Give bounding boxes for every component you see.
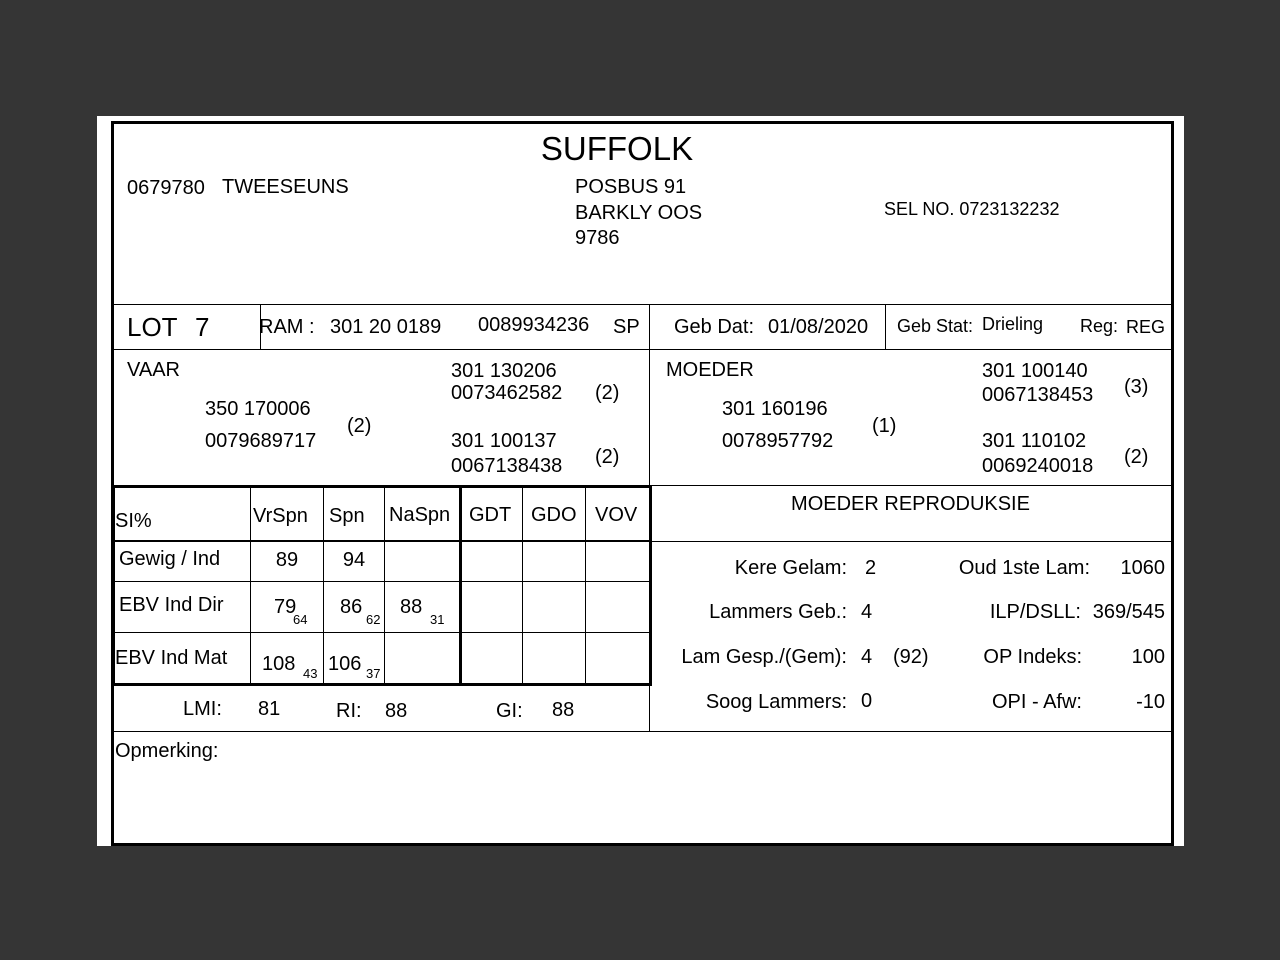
dam-sire-number: 301 100140: [982, 360, 1088, 382]
ram-label: RAM :: [259, 316, 315, 338]
column-header-gdt: GDT: [469, 504, 512, 526]
reg-value: REG: [1126, 317, 1166, 337]
age-first-lamb-label: Oud 1ste Lam:: [958, 557, 1090, 579]
lambs-weaned-label: Lam Gesp./(Gem):: [681, 646, 847, 668]
ram-number: 301 20 0189: [330, 316, 442, 338]
sire-label: VAAR: [127, 359, 180, 381]
column-header-gdo: GDO: [531, 504, 577, 526]
divider: [114, 349, 1172, 350]
dam-count: (1): [872, 415, 897, 437]
times-lambed-label: Kere Gelam:: [734, 557, 847, 579]
column-header-naspn: NaSpn: [389, 504, 451, 526]
birth-date-label: Geb Dat:: [674, 316, 755, 338]
sire-id: 0079689717: [205, 430, 317, 452]
sire-sire-id: 0073462582: [451, 382, 563, 404]
divider: [384, 485, 385, 684]
sire-sire-count: (2): [595, 382, 620, 404]
card-border: [111, 121, 1174, 846]
breed-title: SUFFOLK: [540, 130, 694, 167]
address-line-1: POSBUS 91: [575, 176, 687, 198]
opi-dev-value: -10: [1136, 691, 1165, 713]
sire-dam-count: (2): [595, 446, 620, 468]
cell-vrspn: 79: [274, 596, 297, 618]
column-header-vrspn: VrSpn: [253, 505, 308, 527]
lot-label: LOT: [127, 312, 178, 342]
lambs-born-label: Lammers Geb.:: [709, 601, 847, 623]
ri-label: RI:: [336, 700, 362, 722]
cell-spn-sub: 62: [366, 612, 381, 627]
op-index-label: OP Indeks:: [983, 646, 1082, 668]
birth-status-label: Geb Stat:: [897, 316, 974, 336]
row-label: EBV Ind Dir: [119, 594, 224, 616]
si-percent-header: SI%: [115, 510, 152, 532]
lambs-weaned-avg: (92): [893, 646, 929, 668]
reg-label: Reg:: [1080, 316, 1119, 336]
divider: [585, 485, 586, 684]
lot-number: 7: [195, 312, 210, 342]
lambs-weaned-value: 4: [861, 646, 873, 668]
dam-dam-id: 0069240018: [982, 455, 1094, 477]
lmi-label: LMI:: [183, 698, 222, 720]
lmi-value: 81: [258, 698, 281, 720]
row-label: EBV Ind Mat: [115, 647, 228, 669]
owner-name: TWEESEUNS: [222, 176, 349, 198]
cell-vrspn: 108: [262, 653, 296, 675]
row-label: Gewig / Ind: [119, 548, 221, 570]
suckling-lambs-value: 0: [861, 690, 873, 712]
cell-naspn-sub: 31: [430, 612, 445, 627]
cell-vrspn: 89: [275, 549, 299, 571]
cell-spn-sub: 37: [366, 666, 381, 681]
divider: [114, 581, 650, 582]
dam-number: 301 160196: [722, 398, 828, 420]
sire-sire-number: 301 130206: [451, 360, 557, 382]
cell-spn: 94: [342, 549, 366, 571]
column-header-spn: Spn: [329, 505, 365, 527]
cell-spn: 86: [340, 596, 363, 618]
birth-date: 01/08/2020: [768, 316, 869, 338]
divider: [114, 632, 650, 633]
times-lambed-value: 2: [865, 557, 877, 579]
ram-code: SP: [613, 316, 640, 338]
column-header-vov: VOV: [595, 504, 638, 526]
dam-id: 0078957792: [722, 430, 834, 452]
ram-id: 0089934236: [478, 314, 590, 336]
divider: [114, 540, 652, 542]
gi-label: GI:: [496, 700, 523, 722]
phone-number: SEL NO. 0723132232: [884, 199, 1060, 219]
sire-dam-id: 0067138438: [451, 455, 563, 477]
address-line-2: BARKLY OOS: [575, 202, 703, 224]
sire-number: 350 170006: [205, 398, 311, 420]
divider: [885, 304, 886, 350]
dam-dam-number: 301 110102: [982, 430, 1087, 452]
dam-dam-count: (2): [1124, 446, 1149, 468]
ilp-dsll-label: ILP/DSLL:: [989, 601, 1081, 623]
birth-status: Drieling: [982, 314, 1044, 334]
opi-dev-label: OPI - Afw:: [991, 691, 1082, 713]
address-line-3: 9786: [575, 227, 620, 249]
divider: [114, 304, 1172, 305]
divider: [649, 541, 1172, 542]
cell-spn: 106: [328, 653, 362, 675]
reproduction-title: MOEDER REPRODUKSIE: [791, 493, 1030, 515]
cell-naspn: 88: [400, 596, 423, 618]
remarks-label: Opmerking:: [115, 740, 219, 762]
divider: [114, 731, 1172, 732]
op-index-value: 100: [1131, 646, 1165, 668]
cell-vrspn-sub: 64: [293, 612, 308, 627]
owner-number: 0679780: [127, 177, 205, 199]
divider: [459, 485, 462, 686]
lambs-born-value: 4: [861, 601, 873, 623]
gi-value: 88: [552, 699, 575, 721]
ri-value: 88: [385, 700, 408, 722]
sale-card: [97, 116, 1184, 846]
dam-label: MOEDER: [666, 359, 754, 381]
divider: [250, 485, 251, 684]
suckling-lambs-label: Soog Lammers:: [705, 691, 847, 713]
dam-sire-id: 0067138453: [982, 384, 1094, 406]
cell-vrspn-sub: 43: [303, 666, 318, 681]
age-first-lamb-value: 1060: [1120, 557, 1165, 579]
ilp-dsll-value: 369/545: [1092, 601, 1165, 623]
sire-dam-number: 301 100137: [451, 430, 557, 452]
divider: [323, 485, 324, 684]
dam-sire-count: (3): [1124, 376, 1149, 398]
sire-count: (2): [347, 415, 372, 437]
divider: [522, 485, 523, 684]
